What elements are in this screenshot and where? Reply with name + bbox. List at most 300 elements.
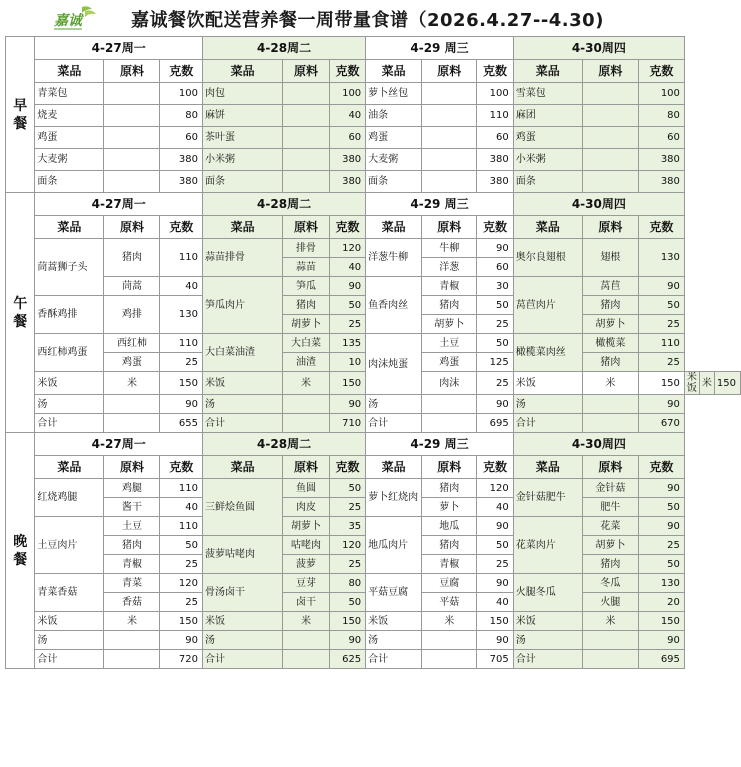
- grams: 100: [638, 83, 684, 105]
- ingredient: [283, 395, 329, 414]
- grams: 25: [160, 555, 202, 574]
- table-row: [6, 239, 741, 258]
- ingredient: [582, 83, 638, 105]
- dish-name: 茶叶蛋: [202, 127, 282, 149]
- column-header-grams: 克数: [638, 60, 684, 83]
- total-grams: 625: [329, 650, 365, 669]
- column-header-ingredient: 原料: [582, 216, 638, 239]
- total-grams: 705: [477, 650, 513, 669]
- day-header: 4-29 周三: [366, 37, 514, 60]
- grams: 150: [477, 612, 513, 631]
- ingredient: 猪肉: [422, 536, 477, 555]
- table-row: [6, 149, 741, 171]
- ingredient: [582, 414, 638, 433]
- dish-name: 火腿冬瓜: [513, 574, 582, 612]
- ingredient: 肉皮: [283, 498, 329, 517]
- dish-name: 金针菇肥牛: [513, 479, 582, 517]
- dish-name: 汤: [35, 395, 104, 414]
- grams: 100: [477, 83, 513, 105]
- ingredient: 茼蒿: [104, 277, 160, 296]
- grams: 380: [477, 171, 513, 193]
- ingredient: [104, 395, 160, 414]
- ingredient: 胡萝卜: [283, 517, 329, 536]
- ingredient: 猪肉: [582, 296, 638, 315]
- dish-name: 萝卜丝包: [366, 83, 422, 105]
- dish-name: 菠萝咕咾肉: [202, 536, 282, 574]
- grams: 90: [329, 395, 365, 414]
- ingredient: 青椒: [104, 555, 160, 574]
- grams: 50: [477, 296, 513, 315]
- grams: 40: [329, 105, 365, 127]
- dish-name: 肉沫炖蛋: [366, 334, 422, 395]
- ingredient: [283, 105, 329, 127]
- ingredient: [104, 414, 160, 433]
- ingredient: 鱼圆: [283, 479, 329, 498]
- grams: 90: [638, 631, 684, 650]
- column-header-dish: 菜品: [513, 60, 582, 83]
- ingredient: 莴苣: [582, 277, 638, 296]
- grams: 110: [160, 239, 202, 277]
- grams: 20: [638, 593, 684, 612]
- dish-name: 汤: [366, 395, 422, 414]
- column-header-dish: 菜品: [366, 60, 422, 83]
- grams: 130: [160, 296, 202, 334]
- ingredient: [283, 83, 329, 105]
- grams: 150: [714, 372, 740, 395]
- grams: 120: [329, 536, 365, 555]
- grams: 80: [638, 105, 684, 127]
- dish-name: 麻团: [513, 105, 582, 127]
- column-header-ingredient: 原料: [283, 216, 329, 239]
- column-header-grams: 克数: [329, 60, 365, 83]
- dish-name: 汤: [202, 395, 282, 414]
- total-label: 合计: [513, 650, 582, 669]
- day-header: 4-28周二: [202, 193, 365, 216]
- grams: 150: [160, 372, 202, 395]
- menu-table: [5, 36, 741, 669]
- grams: 50: [477, 334, 513, 353]
- column-header-dish: 菜品: [202, 60, 282, 83]
- table-row: [6, 334, 741, 353]
- column-header-dish: 菜品: [202, 216, 282, 239]
- total-grams: 655: [160, 414, 202, 433]
- ingredient: 豆芽: [283, 574, 329, 593]
- column-header-ingredient: 原料: [582, 456, 638, 479]
- ingredient: 地瓜: [422, 517, 477, 536]
- dish-name: 汤: [513, 395, 582, 414]
- ingredient: 蒜苗: [283, 258, 329, 277]
- ingredient: 肥牛: [582, 498, 638, 517]
- ingredient: [582, 127, 638, 149]
- ingredient: 大白菜: [283, 334, 329, 353]
- ingredient: 花菜: [582, 517, 638, 536]
- ingredient: [422, 650, 477, 669]
- grams: 90: [477, 631, 513, 650]
- grams: 60: [160, 127, 202, 149]
- table-row: [6, 517, 741, 536]
- ingredient: 火腿: [582, 593, 638, 612]
- grams: 150: [638, 612, 684, 631]
- ingredient: 猪肉: [582, 353, 638, 372]
- dish-name: 红烧鸡腿: [35, 479, 104, 517]
- ingredient: 米: [283, 612, 329, 631]
- grams: 50: [329, 593, 365, 612]
- grams: 130: [638, 239, 684, 277]
- ingredient: 排骨: [283, 239, 329, 258]
- ingredient: [104, 83, 160, 105]
- grams: 60: [477, 258, 513, 277]
- meal-label: 晚餐: [6, 433, 35, 669]
- ingredient: [283, 631, 329, 650]
- grams: 90: [477, 517, 513, 536]
- day-header: 4-27周一: [35, 37, 203, 60]
- grams: 25: [477, 555, 513, 574]
- ingredient: [582, 395, 638, 414]
- grams: 90: [160, 631, 202, 650]
- grams: 100: [329, 83, 365, 105]
- dish-name: 青菜香菇: [35, 574, 104, 612]
- table-row: [6, 395, 741, 414]
- table-row: [6, 171, 741, 193]
- table-row: [6, 479, 741, 498]
- grams: 25: [477, 315, 513, 334]
- dish-name: 莴苣肉片: [513, 277, 582, 334]
- dish-name: 土豆肉片: [35, 517, 104, 574]
- ingredient: [104, 127, 160, 149]
- ingredient: 猪肉: [422, 296, 477, 315]
- dish-name: 大麦粥: [35, 149, 104, 171]
- ingredient: [283, 414, 329, 433]
- grams: 380: [160, 171, 202, 193]
- column-header-dish: 菜品: [513, 456, 582, 479]
- ingredient: [104, 149, 160, 171]
- dish-name: 米饭: [366, 612, 422, 631]
- grams: 50: [329, 296, 365, 315]
- table-row: [6, 83, 741, 105]
- dish-name: 青菜包: [35, 83, 104, 105]
- total-grams: 720: [160, 650, 202, 669]
- ingredient: 土豆: [104, 517, 160, 536]
- grams: 90: [638, 277, 684, 296]
- ingredient: [422, 171, 477, 193]
- grams: 90: [638, 395, 684, 414]
- column-header-grams: 克数: [329, 456, 365, 479]
- total-label: 合计: [513, 414, 582, 433]
- dish-name: 米饭: [684, 372, 699, 395]
- grams: 120: [477, 479, 513, 498]
- grams: 120: [329, 239, 365, 258]
- grams: 110: [160, 517, 202, 536]
- grams: 380: [329, 149, 365, 171]
- ingredient: 米: [104, 612, 160, 631]
- grams: 60: [638, 127, 684, 149]
- dish-name: 平菇豆腐: [366, 574, 422, 612]
- dish-name: 大麦粥: [366, 149, 422, 171]
- ingredient: 米: [582, 372, 638, 395]
- dish-name: 鸡蛋: [513, 127, 582, 149]
- grams: 125: [477, 353, 513, 372]
- day-header: 4-29 周三: [366, 433, 514, 456]
- grams: 25: [329, 498, 365, 517]
- dish-name: 奥尔良翅根: [513, 239, 582, 277]
- column-header-grams: 克数: [160, 456, 202, 479]
- company-logo: [52, 3, 100, 33]
- dish-name: 三鲜烩鱼圆: [202, 479, 282, 536]
- grams: 25: [329, 315, 365, 334]
- ingredient: 鸡腿: [104, 479, 160, 498]
- day-header: 4-30周四: [513, 433, 684, 456]
- grams: 90: [477, 395, 513, 414]
- ingredient: 青椒: [422, 555, 477, 574]
- grams: 25: [160, 353, 202, 372]
- column-header-ingredient: 原料: [422, 216, 477, 239]
- dish-name: 面条: [35, 171, 104, 193]
- ingredient: 咕咾肉: [283, 536, 329, 555]
- column-header-ingredient: 原料: [422, 456, 477, 479]
- grams: 110: [160, 479, 202, 498]
- grams: 90: [329, 631, 365, 650]
- dish-name: 米饭: [513, 372, 582, 395]
- column-header-ingredient: 原料: [104, 60, 160, 83]
- column-header-grams: 克数: [160, 216, 202, 239]
- total-grams: 710: [329, 414, 365, 433]
- dish-name: 米饭: [513, 612, 582, 631]
- ingredient: [582, 149, 638, 171]
- total-label: 合计: [366, 414, 422, 433]
- total-grams: 695: [477, 414, 513, 433]
- ingredient: 金针菇: [582, 479, 638, 498]
- ingredient: 萝卜: [422, 498, 477, 517]
- dish-name: 雪菜包: [513, 83, 582, 105]
- grams: 380: [477, 149, 513, 171]
- grams: 90: [477, 239, 513, 258]
- grams: 150: [638, 372, 684, 395]
- grams: 100: [160, 83, 202, 105]
- grams: 50: [638, 555, 684, 574]
- dish-name: 花菜肉片: [513, 517, 582, 574]
- svg-text:嘉诚: 嘉诚: [54, 13, 82, 29]
- column-header-dish: 菜品: [35, 60, 104, 83]
- table-row: [6, 574, 741, 593]
- ingredient: 米: [582, 612, 638, 631]
- grams: 110: [160, 334, 202, 353]
- column-header-ingredient: 原料: [104, 456, 160, 479]
- meal-label: 早餐: [6, 37, 35, 193]
- ingredient: [104, 171, 160, 193]
- grams: 40: [160, 277, 202, 296]
- grams: 40: [477, 498, 513, 517]
- ingredient: 冬瓜: [582, 574, 638, 593]
- ingredient: [283, 650, 329, 669]
- ingredient: [582, 171, 638, 193]
- ingredient: [422, 127, 477, 149]
- total-label: 合计: [35, 414, 104, 433]
- column-header-ingredient: 原料: [104, 216, 160, 239]
- ingredient: 笋瓜: [283, 277, 329, 296]
- column-header-ingredient: 原料: [582, 60, 638, 83]
- grams: 110: [638, 334, 684, 353]
- dish-name: 烧麦: [35, 105, 104, 127]
- grams: 40: [160, 498, 202, 517]
- ingredient: [582, 105, 638, 127]
- grams: 150: [160, 612, 202, 631]
- grams: 80: [160, 105, 202, 127]
- dish-name: 米饭: [35, 372, 104, 395]
- dish-name: 萝卜红烧肉: [366, 479, 422, 517]
- ingredient: 青菜: [104, 574, 160, 593]
- dish-name: 茼蒿狮子头: [35, 239, 104, 296]
- dish-name: 米饭: [35, 612, 104, 631]
- dish-name: 米饭: [202, 372, 282, 395]
- ingredient: 青椒: [422, 277, 477, 296]
- ingredient: [422, 395, 477, 414]
- ingredient: [422, 149, 477, 171]
- table-row: [6, 127, 741, 149]
- dish-name: 汤: [366, 631, 422, 650]
- dish-name: 骨汤卤干: [202, 574, 282, 612]
- ingredient: 米: [422, 612, 477, 631]
- column-header-grams: 克数: [329, 216, 365, 239]
- grams: 130: [638, 574, 684, 593]
- column-header-grams: 克数: [477, 60, 513, 83]
- column-header-dish: 菜品: [513, 216, 582, 239]
- grams: 90: [638, 517, 684, 536]
- dish-name: 蒜苗排骨: [202, 239, 282, 277]
- dish-name: 小米粥: [513, 149, 582, 171]
- ingredient: 鸡排: [104, 296, 160, 334]
- grams: 40: [477, 593, 513, 612]
- ingredient: 鸡蛋: [422, 353, 477, 372]
- grams: 50: [638, 296, 684, 315]
- ingredient: [283, 127, 329, 149]
- grams: 40: [329, 258, 365, 277]
- total-grams: 695: [638, 650, 684, 669]
- table-row: [6, 650, 741, 669]
- ingredient: 肉沫: [422, 372, 477, 395]
- dish-name: 鱼香肉丝: [366, 277, 422, 334]
- grams: 380: [329, 171, 365, 193]
- grams: 35: [329, 517, 365, 536]
- dish-name: 橄榄菜肉丝: [513, 334, 582, 372]
- ingredient: 酱干: [104, 498, 160, 517]
- total-label: 合计: [202, 414, 282, 433]
- column-header-ingredient: 原料: [283, 60, 329, 83]
- ingredient: 胡萝卜: [582, 536, 638, 555]
- dish-name: 面条: [202, 171, 282, 193]
- column-header-dish: 菜品: [366, 456, 422, 479]
- total-label: 合计: [202, 650, 282, 669]
- dish-name: 油条: [366, 105, 422, 127]
- page-title: 嘉诚餐饮配送营养餐一周带量食谱（2026.4.27--4.30): [131, 10, 604, 31]
- dish-name: 肉包: [202, 83, 282, 105]
- grams: 90: [329, 277, 365, 296]
- ingredient: [422, 83, 477, 105]
- dish-name: 小米粥: [202, 149, 282, 171]
- column-header-dish: 菜品: [35, 216, 104, 239]
- dish-name: 洋葱牛柳: [366, 239, 422, 277]
- ingredient: [582, 650, 638, 669]
- dish-name: 香酥鸡排: [35, 296, 104, 334]
- ingredient: 鸡蛋: [104, 353, 160, 372]
- grams: 10: [329, 353, 365, 372]
- grams: 380: [638, 149, 684, 171]
- ingredient: 菠萝: [283, 555, 329, 574]
- dish-name: 面条: [513, 171, 582, 193]
- grams: 90: [160, 395, 202, 414]
- ingredient: [283, 171, 329, 193]
- ingredient: 洋葱: [422, 258, 477, 277]
- grams: 60: [477, 127, 513, 149]
- dish-name: 麻饼: [202, 105, 282, 127]
- table-row: [6, 414, 741, 433]
- dish-name: 大白菜油渣: [202, 334, 282, 372]
- grams: 50: [329, 479, 365, 498]
- dish-name: 地瓜肉片: [366, 517, 422, 574]
- column-header-ingredient: 原料: [422, 60, 477, 83]
- grams: 50: [638, 498, 684, 517]
- ingredient: [422, 631, 477, 650]
- ingredient: 米: [283, 372, 329, 395]
- ingredient: 猪肉: [104, 536, 160, 555]
- column-header-ingredient: 原料: [283, 456, 329, 479]
- day-header: 4-27周一: [35, 433, 203, 456]
- column-header-dish: 菜品: [366, 216, 422, 239]
- column-header-grams: 克数: [477, 456, 513, 479]
- grams: 80: [329, 574, 365, 593]
- dish-name: 鸡蛋: [35, 127, 104, 149]
- ingredient: 卤干: [283, 593, 329, 612]
- ingredient: 油渣: [283, 353, 329, 372]
- dish-name: 米饭: [202, 612, 282, 631]
- table-row: [6, 277, 741, 296]
- grams: 135: [329, 334, 365, 353]
- grams: 25: [329, 555, 365, 574]
- column-header-grams: 克数: [477, 216, 513, 239]
- day-header: 4-28周二: [202, 433, 365, 456]
- ingredient: 橄榄菜: [582, 334, 638, 353]
- grams: 25: [477, 372, 513, 395]
- ingredient: 平菇: [422, 593, 477, 612]
- ingredient: 猪肉: [422, 479, 477, 498]
- ingredient: [582, 631, 638, 650]
- column-header-dish: 菜品: [202, 456, 282, 479]
- ingredient: 西红柿: [104, 334, 160, 353]
- grams: 380: [160, 149, 202, 171]
- grams: 120: [160, 574, 202, 593]
- ingredient: 翅根: [582, 239, 638, 277]
- grams: 60: [329, 127, 365, 149]
- ingredient: [283, 149, 329, 171]
- column-header-grams: 克数: [638, 456, 684, 479]
- grams: 50: [477, 536, 513, 555]
- meal-label: 午餐: [6, 193, 35, 433]
- ingredient: [422, 414, 477, 433]
- dish-name: 面条: [366, 171, 422, 193]
- ingredient: [104, 105, 160, 127]
- ingredient: 牛柳: [422, 239, 477, 258]
- ingredient: [104, 631, 160, 650]
- ingredient: [422, 105, 477, 127]
- day-header: 4-30周四: [513, 193, 684, 216]
- table-row: [6, 612, 741, 631]
- day-header: 4-27周一: [35, 193, 203, 216]
- dish-name: 汤: [513, 631, 582, 650]
- grams: 90: [638, 479, 684, 498]
- day-header: 4-28周二: [202, 37, 365, 60]
- dish-name: 汤: [202, 631, 282, 650]
- ingredient: 猪肉: [283, 296, 329, 315]
- dish-name: 汤: [35, 631, 104, 650]
